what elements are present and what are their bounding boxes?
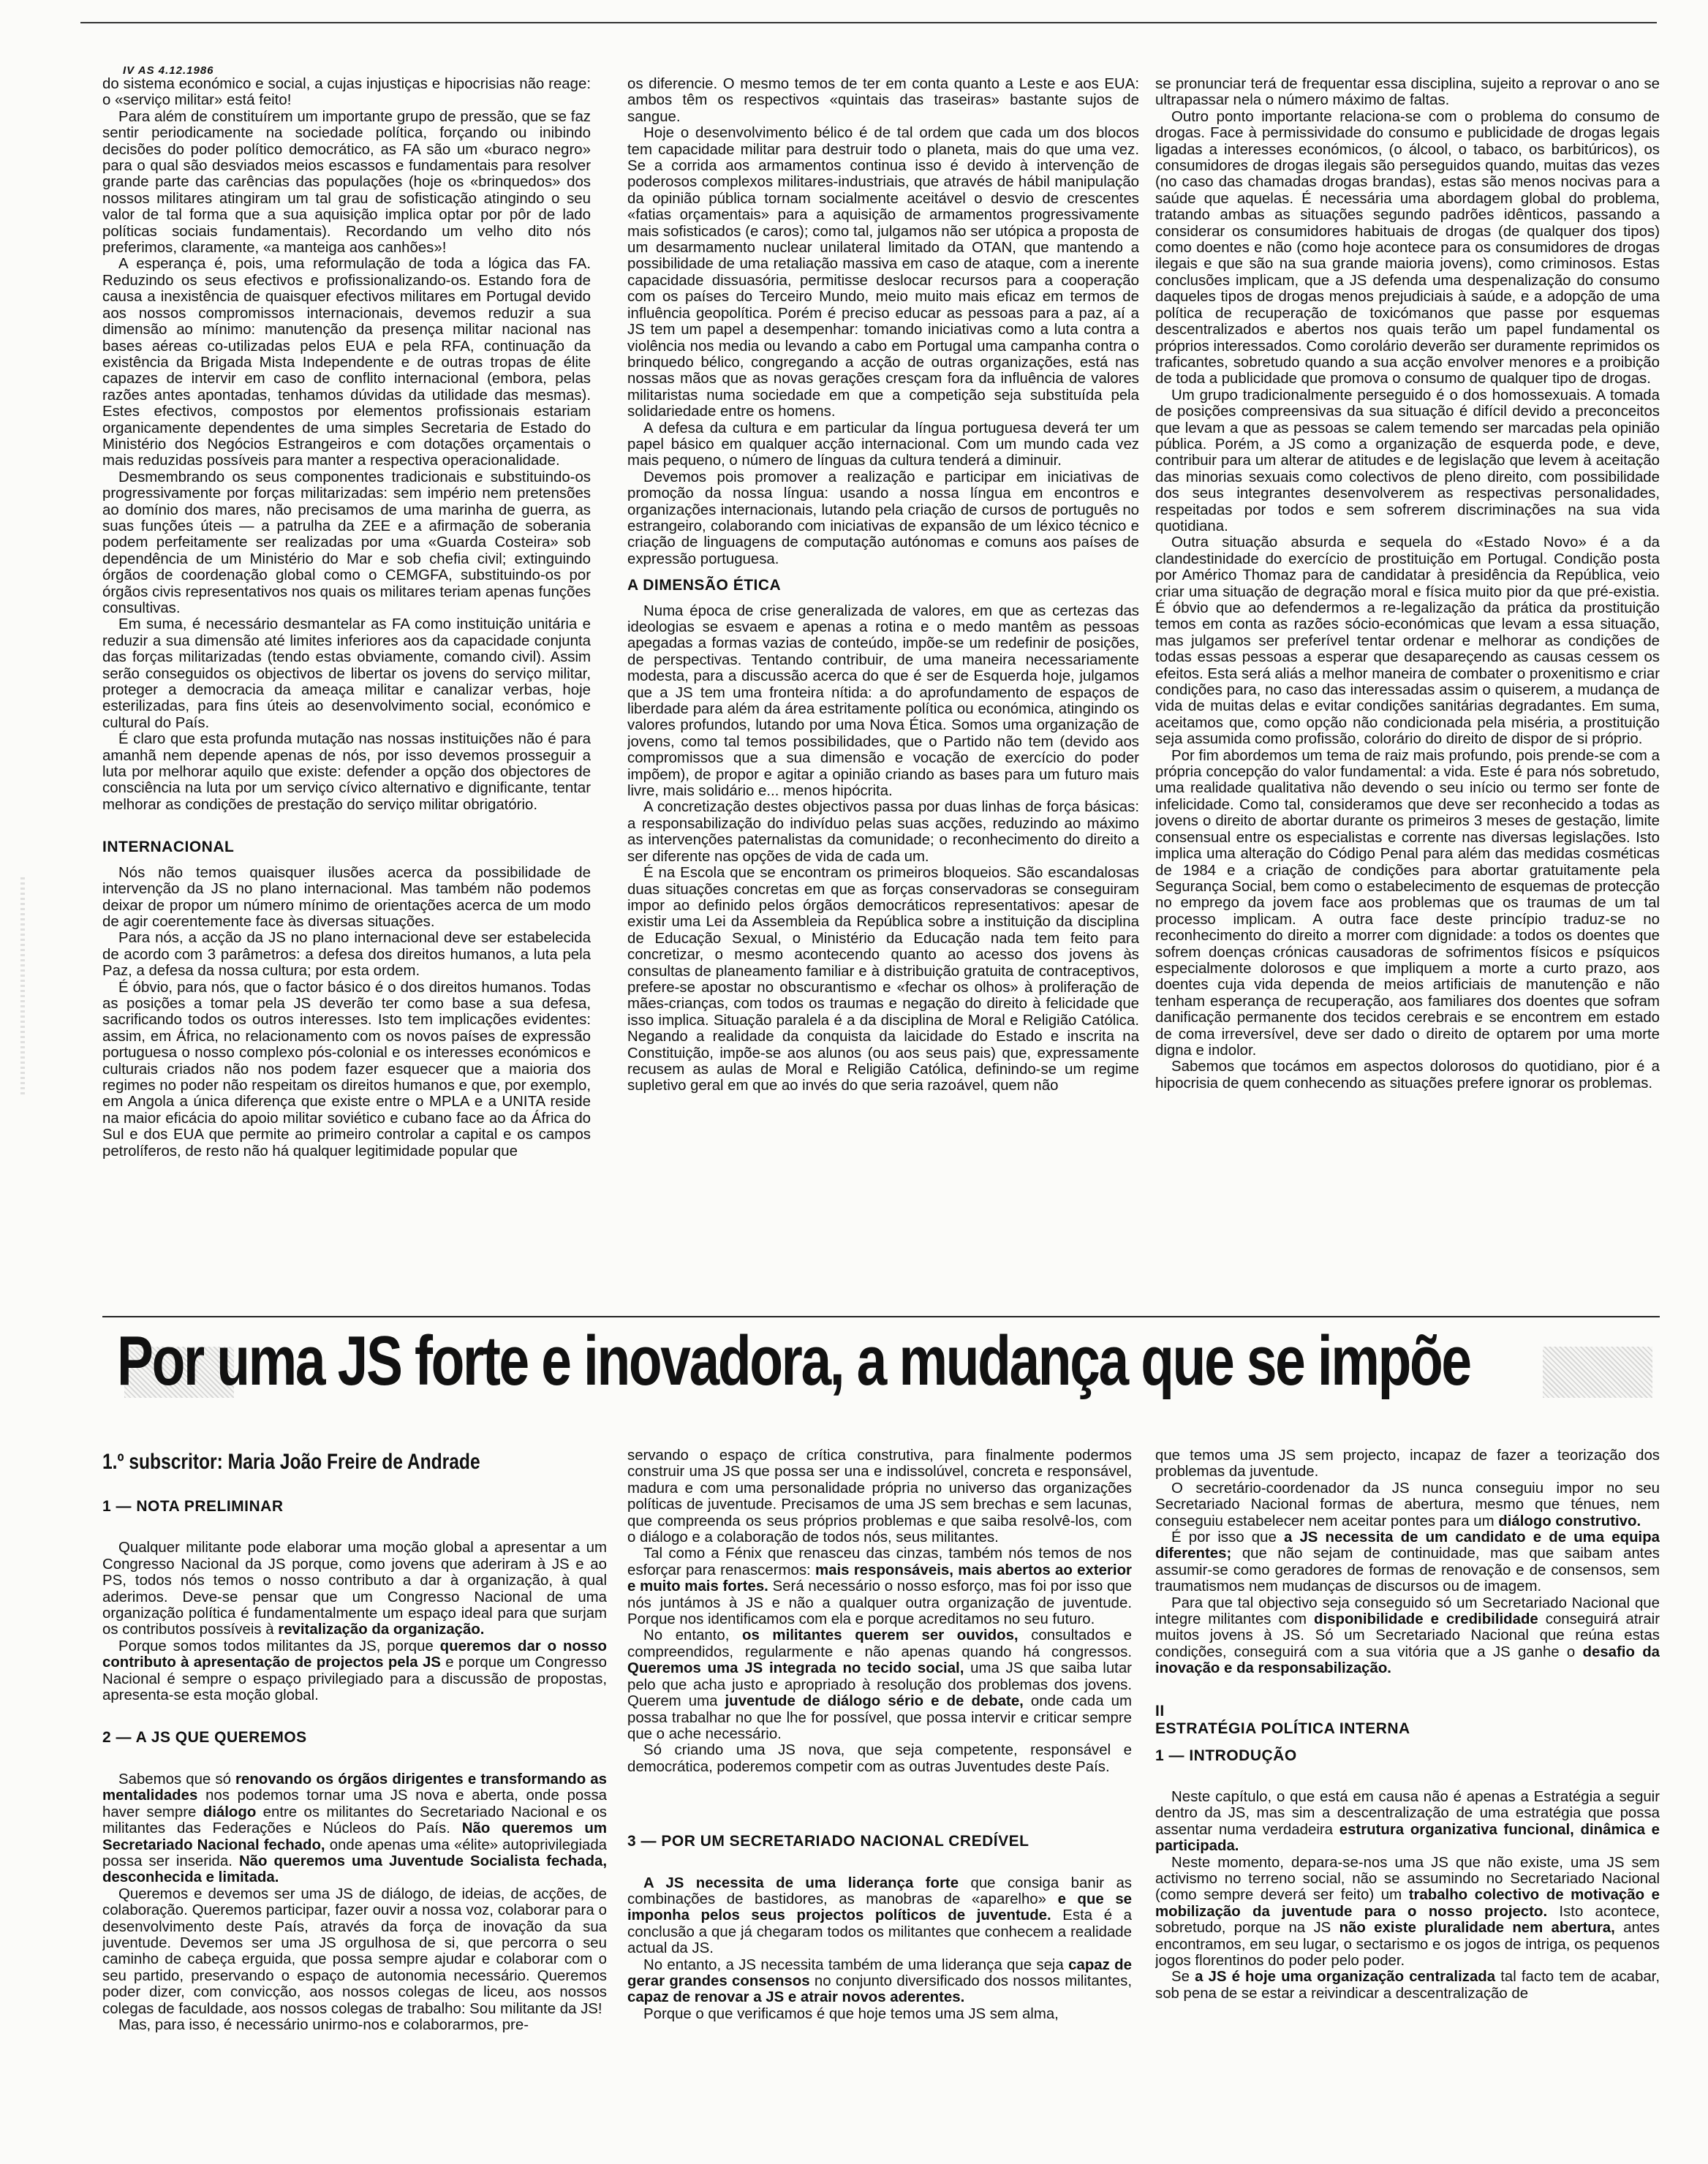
paragraph: servando o espaço de crítica construtiva, para finalmente podermos construir uma JS que possa ser una e indissolúvel, concreta e responsável, madura e com uma personalidade própria no universo das organizações políticas de juventude. Precisamos de uma JS sem brechas e sem lacunas, que compreenda os seus próprios problemas e que saiba resolvê-los, com o diálogo e a colaboração de todos nós, seus militantes. bbox=[627, 1448, 1132, 1546]
paragraph: Hoje o desenvolvimento bélico é de tal ordem que cada um dos blocos tem capacidade militar para destruir todo o planeta, mais do que uma vez. Se a corrida aos armamentos continua isso é devido à intervenção de poderosos complexos militares-industriais, que através de hábil manipulação da opinião pública tornam socialmente aceitável o desvio de crescentes «fatias orçamentais» para a aquisição de armamentos progressivamente mais sofisticados (e caros); como tal, julgamos não ser utópica a proposta de um desarmamento nuclear unilateral limitado da OTAN, que mantendo a possibilidade de uma retaliação massiva em caso de ataque, com a inerente capacidade dissuasória, permitisse deslocar recursos para a cooperação com os países do Terceiro Mundo, meio muito mais eficaz em termos de influência geopolítica. Porém é preciso educar as pessoas para a paz, aí a JS tem um papel a desempenhar: tomando iniciativas como a luta contra a violência nos media ou levando a cabo em Portugal uma campanha contra o brinquedo bélico, congregando a acção de outras organizações, está nas nossas mãos que as novas gerações cresçam fora da influência de valores militaristas numa sociedade em que a competição seja substituída pela solidariedade entre os homens. bbox=[627, 125, 1139, 420]
paragraph: Se a JS é hoje uma organização centralizada tal facto tem de acabar, sob pena de se estar a reivindicar a descentralização de bbox=[1155, 1969, 1660, 2002]
paragraph: A defesa da cultura e em particular da língua portuguesa deverá ter um papel básico em qualquer acção internacional. Com um mundo cada vez mais pequeno, o número de línguas da cultura tenderá a diminuir. bbox=[627, 420, 1139, 469]
paragraph: Tal como a Fénix que renasceu das cinzas, também nós temos de nos esforçar para renascermos: mais responsáveis, mais abertos ao exterior e muito mais fortes. Será necessário o nosso esforço, mas foi por isso que nós juntámos à JS e não a qualquer outra organização de juventude. Porque nos identificamos com ela e porque acreditamos no seu futuro. bbox=[627, 1546, 1132, 1628]
paragraph: Qualquer militante pode elaborar uma moção global a apresentar a um Congresso Nacional da JS porque, como jovens que aderiram à JS e ao PS, todos nós temos o nosso contributo a dar à organização, à qual aderimos. Deve-se pensar que um Congresso Nacional de uma organização política é fundamentalmente um espaço ideal para que surjam os contributos possíveis à revitalização da organização. bbox=[102, 1540, 607, 1638]
paragraph: Outro ponto importante relaciona-se com o problema do consumo de drogas. Face à permissividade do consumo e publicidade de drogas legais ligadas a interesses económicos, (o álcool, o tabaco, os barbitúricos), os consumidores de drogas ilegais são perseguidos quando, muitas das vezes (no caso das chamadas drogas brandas), estas são menos nocivas para a saúde que aquelas. É necessária uma abordagem global do problema, tratando ambas as situações segundo padrões idênticos, passando a considerar os consumidores habituais de drogas (de qualquer dos tipos) como doentes e não (como hoje acontece para os consumidores de drogas ilegais e que são na sua grande maioria jovens), como criminosos. Estas conclusões implicam, que a JS defenda uma despenalização do consumo daqueles tipos de drogas menos prejudiciais à saúde, e a adopção de uma política de recuperação de toxicómanos que passe por esquemas descentralizados e abertos nos quais terão um papel fundamental os próprios interessados. Como corolário deverão ser duramente reprimidos os traficantes, sobretudo quando a sua acção envolver menores e a proibição de toda a publicidade que promova o consumo de qualquer tipo de drogas. bbox=[1155, 108, 1660, 387]
paragraph: Porque o que verificamos é que hoje temos uma JS sem alma, bbox=[643, 2005, 1059, 2022]
paragraph: Outra situação absurda e sequela do «Estado Novo» é a da clandestinidade do exercício de prostituição em Portugal. Condição posta por Américo Thomaz para de candidatar à presidência da República, veio criar uma situação de degração moral e física muito pior da que pré-existia. É óbvio que ao defendermos a re-legalização da prática da prostituição temos em conta as razões sócio-económicas que levam a essa situação, mas julgamos ser preferível tentar ordenar e melhorar as condições de todas essas pessoas a esperar que desapareçendo as causas cessem os efeitos. Esta será aliás a melhor maneira de combater o proxenitismo e criar condições para, no caso das interessadas assim o quiserem, a mudança de vida de muitas delas e evitar condições sanitárias degradantes. Em suma, aceitamos que, como opção não condicionada pela miséria, a prostituição seja assumida como profissão, colorário do direito de dispor de si próprio. bbox=[1155, 534, 1660, 748]
paragraph: que temos uma JS sem projecto, incapaz de fazer a teorização dos problemas da juventude. bbox=[1155, 1448, 1660, 1480]
halftone-texture bbox=[1543, 1347, 1652, 1398]
paragraph: Mas, para isso, é necessário unirmo-nos e colaborarmos, pre- bbox=[118, 2016, 529, 2033]
paragraph: No entanto, os militantes querem ser ouvidos, consultados e compreendidos, regularmente e não apenas quando há congressos. Queremos uma JS integrada no tecido social, uma JS que saiba lutar pelo que acha justo e apropriado à resolução dos problemas dos jovens. Querem uma juventude de diálogo sério e de debate, onde cada um possa trabalhar no que lhe for possível, que possa intervir e criticar sempre que o ache necessário. bbox=[627, 1627, 1132, 1742]
paragraph: Só criando uma JS nova, que seja competente, responsável e democrática, poderemos competir com as outras Juventudes deste País. bbox=[627, 1742, 1132, 1775]
paragraph: O secretário-coordenador da JS nunca conseguiu impor no seu Secretariado Nacional formas de abertura, mesmo que ténues, nem conseguiu estabelecer nem aceitar pontes para um diálogo construtivo. bbox=[1155, 1480, 1660, 1529]
paragraph: Devemos pois promover a realização e participar em iniciativas de promoção da nossa língua: usando a nossa língua em encontros e organizações internacionais, lutando pela criação de cursos de português no estrangeiro, colaborando com iniciativas de expansão de um léxico técnico e criação de linguagens de computação autónomas e comuns aos países de expressão portuguesa. bbox=[627, 469, 1139, 567]
section-number: II bbox=[1155, 1702, 1165, 1720]
paragraph: Para nós, a acção da JS no plano internacional deve ser estabelecida de acordo com 3 parâmetros: a defesa dos direitos humanos, a luta pela Paz, a defesa da nossa cultura; por esta ordem. bbox=[102, 930, 591, 980]
section-heading: ESTRATÉGIA POLÍTICA INTERNA bbox=[1155, 1720, 1410, 1738]
paragraph: A JS necessita de uma liderança forte que consiga banir as combinações de bastidores, as manobras de «aparelho» e que se imponha pelos seus projectos políticos de juventude. Esta é a conclusão a que já chegaram todos os militantes que conhecem a realidade actual da JS. bbox=[627, 1874, 1132, 1957]
paragraph: Um grupo tradicionalmente perseguido é o dos homossexuais. A tomada de posições compreensivas da sua situação é difícil devido a preconceitos que levam a que as pessoas se calem temendo ser marcadas pela opinião pública. Porém, a JS como a organização de esquerda pode, e deve, contribuir para um alterar de atitudes e de legislação que levem à aceitação das minorias sexuais como colectivos de pleno direito, com possibilidade dos seus integrantes desenvolverem as respectivas personalidades, respeitadas por todos e sem sofrerem discriminações na sua vida quotidiana. bbox=[1155, 387, 1660, 534]
paragraph: Porque somos todos militantes da JS, porque queremos dar o nosso contributo à apresentação de projectos pela JS e porque um Congresso Nacional é sempre o espaço privilegiado para a discussão de propostas, apresenta-se esta moção global. bbox=[102, 1638, 607, 1704]
paragraph: Desmembrando os seus componentes tradicionais e substituindo-os progressivamente por forças militarizadas: sem império nem pretensões ao domínio dos mares, não precisamos de uma marinha de guerra, as suas funções úteis — a patrulha da ZEE e a afirmação de soberania podem perfeitamente ser realizadas por uma «Guarda Costeira» sob dependência de um Ministério do Mar e sob chefia civil; extinguindo órgãos de coordenação global como o CEMGFA, substituindo-os por órgãos civis representativos nos quais os militares teriam apenas funções consultivas. bbox=[102, 469, 591, 616]
upper-column-1 bbox=[102, 76, 591, 1306]
paragraph: Sabemos que tocámos em aspectos dolorosos do quotidiano, pior é a hipocrisia de quem conhecendo as situações prefere ignorar os problemas. bbox=[1155, 1059, 1660, 1092]
paragraph: Numa época de crise generalizada de valores, em que as certezas das ideologias se esvaem e apenas a rotina e o medo mantêm as pessoas apegadas a formas vazias de conteúdo, impõe-se um redefinir de posições, de perspectivas. Tentando contribuir, de uma maneira necessariamente modesta, para a discussão acerca do que é ser de Esquerda hoje, julgamos que a JS tem uma fronteira nítida: a do aprofundamento de espaços de liberdade para além da área estritamente política ou económica, atingindo os valores profundos, lutando por uma Nova Ética. Somos uma organização de jovens, como tal temos possibilidades, que o Partido não tem (devido aos compromissos que a sua dimensão e vocação de exercício do poder impõem), de propor e agitar a opinião criando as bases para um futuro mais livre, mais solidário e... menos hipócrita. bbox=[627, 602, 1139, 800]
top-rule bbox=[80, 22, 1657, 23]
section-heading-dimensao-etica: A DIMENSÃO ÉTICA bbox=[627, 577, 782, 594]
issue-date: IV AS 4.12.1986 bbox=[123, 64, 214, 77]
paragraph: Para além de constituírem um importante grupo de pressão, que se faz sentir periodicamente na sociedade política, forçando ou inibindo decisões do poder político democrático, as FA são um «buraco negro» para o qual são desviados meios escassos e fundamentais para resolver grande parte das carências das populações (hoje os «brinquedos» dos nossos militares atingiram um tal grau de sofisticação atingindo o seu valor de tal forma que a sua aquisição implica optar por pôr de lado políticas sociais fundamentais). Recordando um velho dito nós preferimos, claramente, «a manteiga aos canhões»! bbox=[102, 108, 591, 257]
paragraph: Neste capítulo, o que está em causa não é apenas a Estratégia a seguir dentro da JS, mas sim a descentralização de uma estratégia que possa assentar numa verdadeira estrutura organizativa funcional, dinâmica e participada. bbox=[1155, 1788, 1660, 1855]
paragraph: do sistema económico e social, a cujas injustiças e hipocrisias não reage: o «serviço militar» está feito! bbox=[102, 76, 591, 109]
section-heading: 2 — A JS QUE QUEREMOS bbox=[102, 1729, 307, 1747]
paragraph: Queremos e devemos ser uma JS de diálogo, de ideias, de acções, de colaboração. Queremos participar, fazer ouvir a nossa voz, colaborar para o desenvolvimento deste País, através da força de inovação da sua juventude. Devemos ser uma JS orgulhosa de si, que percorra o seu caminho de cabeça erguida, que possa sempre ajudar e colaborar com o seu partido, preservando o espaço de autonomia necessário. Queremos poder dizer, com convicção, aos nossos colegas de liceu, aos nossos colegas de faculdade, aos nossos colegas de trabalho: Sou militante da JS! bbox=[102, 1885, 607, 2017]
paragraph: No entanto, a JS necessita também de uma liderança que seja capaz de gerar grandes consensos no conjunto diversificado dos nossos militantes, capaz de renovar a JS e atrair novos aderentes. bbox=[627, 1956, 1132, 2006]
section-heading: 1 — NOTA PRELIMINAR bbox=[102, 1498, 284, 1515]
first-subscriber: 1.º subscritor: Maria João Freire de Andrade bbox=[102, 1450, 480, 1474]
paragraph: A esperança é, pois, uma reformulação de toda a lógica das FA. Reduzindo os seus efectivos e profissionalizando-os. Estando fora de causa a inexistência de quaisquer efectivos militares em Portugal devido aos nossos compromissos internacionais, devemos reduzir a sua dimensão ao mínimo: manutenção da presença militar nacional nas bases aéreas co-utilizadas pelos EUA e pela RFA, continuação da existência da Brigada Mista Independente e de outras tropas de élite capazes de intervir em caso de conflito internacional (embora, pelas razões antes apontadas, tenhamos dúvidas da utilidade das mesmas). Estes efectivos, compostos por elementos profissionais estariam organicamente dependentes de uma simples Secretaria de Estado do Ministério dos Negócios Estrangeiros e com dotações orçamentais o mais reduzidas possíveis para manter a respectiva operacionalidade. bbox=[102, 256, 591, 469]
paragraph: Neste momento, depara-se-nos uma JS que não existe, uma JS sem activismo no terreno social, não se assumindo no Secretariado Nacional (como sempre deverá ser feito) um trabalho colectivo de motivação e mobilização da juventude para o nosso projecto. Isto acontece, sobretudo, porque na JS não existe pluralidade nem abertura, antes encontramos, em seu lugar, o sectarismo e os jogos de intriga, os pequenos jogos florentinos do poder pelo poder. bbox=[1155, 1854, 1660, 1969]
lower-column-2 bbox=[627, 1448, 1132, 2149]
upper-column-2 bbox=[627, 76, 1139, 1306]
upper-column-3 bbox=[1155, 76, 1660, 1306]
paragraph: Em suma, é necessário desmantelar as FA como instituição unitária e reduzir a sua dimensão até limites inferiores aos da capacidade conjunta das forças militarizadas (tendo estas obviamente, comando civil). Assim serão conseguidos os objectivos de libertar os jovens do serviço militar, proteger a democracia da ameaça militar e canalizar verbas, hoje esterilizadas, para fins úteis ao desenvolvimento social, económico e cultural do País. bbox=[102, 616, 591, 731]
lower-column-1 bbox=[102, 1448, 607, 2149]
section-heading: 1 — INTRODUÇÃO bbox=[1155, 1747, 1297, 1764]
scan-margin-mark bbox=[20, 877, 25, 1097]
paragraph: Por fim abordemos um tema de raiz mais profundo, pois prende-se com a própria concepção do valor fundamental: a vida. Este é para nós sobretudo, uma realidade qualitativa não devendo o seu início ou termo ser fonte de infelicidade. Como tal, consideramos que deve ser reconhecido a todas as jovens o direito de abortar durante os primeiros 3 meses de gestação, limite consensual entre os especialistas e corrente nas diversas legislações. Isto implica uma alteração do Código Penal para além das medidas cosméticas de 1984 e a criação de condições para abortar gratuitamente pela Segurança Social, bem como o estabelecimento de esquemas de protecção no emprego da jovem face aos problemas que os traumas de um tal processo implicam. A outra face deste princípio traduz-se no reconhecimento do direito a morrer com dignidade: a todos os doentes que sofrem doenças crónicas causadoras de sofrimentos físicos e psíquicos especialmente dolorosos e que impliquem a morte a curto prazo, aos doentes cuja vida dependa de meios artificiais de manutenção e não tenham esperança de recuperação, aos familiares dos doentes que sofram danificação permanente dos tecidos cerebrais e se encontrem em estado de coma irreversível, deve ser dado o direito de optarem por uma morte digna e indolor. bbox=[1155, 747, 1660, 1059]
paragraph: Sabemos que só renovando os órgãos dirigentes e transformando as mentalidades nos podemos tornar uma JS nova e aberta, onde possa haver sempre diálogo entre os militantes do Secretariado Nacional e os militantes das Federações e Núcleos do País. Não queremos um Secretariado Nacional fechado, onde apenas uma «élite» autoprivilegiada possa ser inserida. Não queremos uma Juventude Socialista fechada, desconhecida e limitada. bbox=[102, 1771, 607, 1886]
paragraph: É na Escola que se encontram os primeiros bloqueios. São escandalosas duas situações concretas em que as forças conservadoras se conseguiram impor ao definido pelos órgãos democráticos representativos: apesar de existir uma Lei da Assembleia da República sobre a instituição da disciplina de Educação Sexual, o Ministério da Educação nada tem feito para concretizar, o mesmo acontecendo quanto ao acesso dos jovens às consultas de planeamento familiar e à distribuição gratuita de contraceptivos, prefere-se apostar no obscurantismo e «fechar os olhos» à proliferação de mães-crianças, com todos os traumas e negação do direito à felicidade que isso implica. Situação paralela é a da disciplina de Moral e Religião Católica. Negando a realidade da conquista da laicidade do Estado e inscrita na Constituição, impõe-se aos alunos (ou aos seus pais) que, expressamente recusem as aulas de Moral e Religião Católica, definindo-se um regime supletivo geral em que ao invés do que seria razoável, quem não bbox=[627, 865, 1139, 1094]
paragraph: se pronunciar terá de frequentar essa disciplina, sujeito a reprovar o ano se ultrapassar nela o número máximo de faltas. bbox=[1155, 76, 1660, 109]
paragraph: A concretização destes objectivos passa por duas linhas de força básicas: a responsabilização do indivíduo pelas suas acções, reduzindo ao máximo as intervenções paternalistas da comunidade; o reconhecimento do direito a ser diferente nas opções de vida de cada um. bbox=[627, 799, 1139, 865]
section-heading: 3 — POR UM SECRETARIADO NACIONAL CREDÍVEL bbox=[627, 1833, 1029, 1850]
article-headline: Por uma JS forte e inovadora, a mudança que se impõe bbox=[117, 1322, 1470, 1400]
paragraph: Nós não temos quaisquer ilusões acerca da possibilidade de intervenção da JS no plano internacional. Mas também não podemos deixar de propor um número mínimo de orientações acerca de um modo de agir coerentemente face às diversas situações. bbox=[102, 864, 591, 930]
paragraph: Para que tal objectivo seja conseguido só um Secretariado Nacional que integre militantes com disponibilidade e credibilidade conseguirá atrair muitos jovens à JS. Só um Secretariado Nacional que reúna estas condições, conseguirá com a sua vitória que a JS ganhe o desafio da inovação e da responsabilização. bbox=[1155, 1594, 1660, 1677]
lower-column-3 bbox=[1155, 1448, 1660, 2149]
section-heading-internacional: INTERNACIONAL bbox=[102, 839, 235, 856]
paragraph: os diferencie. O mesmo temos de ter em conta quanto a Leste e aos EUA: ambos têm os respectivos «quintais das traseiras» bastante sujos de sangue. bbox=[627, 76, 1139, 125]
paragraph: É óbvio, para nós, que o factor básico é o dos direitos humanos. Todas as posições a tomar pela JS deverão ter como base a sua defesa, sacrificando todos os outros interesses. Isto tem implicações evidentes: assim, em África, no relacionamento com os novos países de expressão portuguesa o nosso complexo pós-colonial e os interesses económicos e culturais criados não nos podem fazer esquecer que a maioria dos regimes no poder não respeitam os direitos humanos e que, por exemplo, em Angola a única diferença que existe entre o MPLA e a UNITA reside na maior eficácia do apoio militar soviético e cubano face ao da África do Sul e dos EUA que permite ao primeiro controlar a capital e os campos petrolíferos, de resto não há qualquer legitimidade popular que bbox=[102, 979, 591, 1159]
paragraph: É claro que esta profunda mutação nas nossas instituições não é para amanhã nem depende apenas de nós, por isso devemos prosseguir a luta por melhorar aquilo que existe: defender a opção dos objectores de consciência na luta por um serviço cívico alternativo e dignificante, tentar melhorar as condições de prestação do serviço militar obrigatório. bbox=[102, 731, 591, 813]
paragraph: É por isso que a JS necessita de um candidato e de uma equipa diferentes; que não sejam de continuidade, mas que saibam antes assumir-se como geradores de formas de renovação e de consensos, sem traumatismos nem mudanças de discursos ou de imagem. bbox=[1155, 1529, 1660, 1595]
